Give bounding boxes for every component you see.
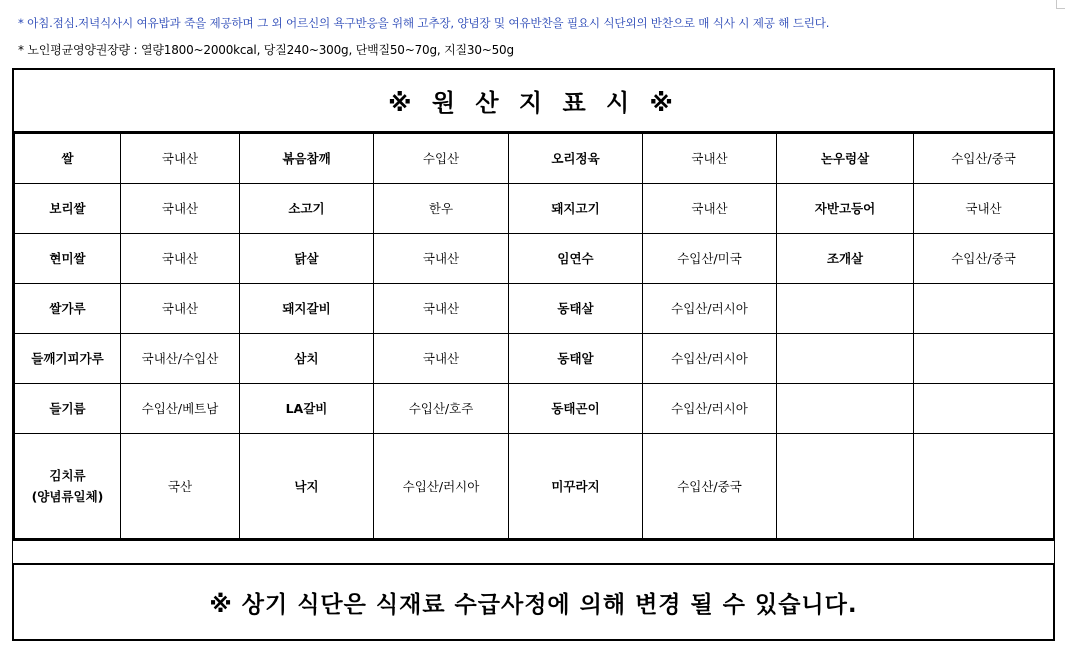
ingredient-name-cell [509, 333, 643, 383]
ingredient-name-cell [15, 134, 121, 184]
origin-table-frame [12, 131, 1055, 541]
origin-value: 수입산/중국 [951, 251, 1016, 267]
origin-title: ※ 원 산 지 표 시 ※ [388, 89, 679, 117]
ingredient-name-cell [240, 134, 374, 184]
origin-value: 국내산 [691, 201, 728, 217]
ingredient-name-cell [240, 233, 374, 283]
ingredient-name: 들깨기피가루 [31, 351, 104, 367]
ingredient-name: 보리쌀 [49, 201, 86, 217]
origin-cell [374, 433, 509, 538]
ingredient-name-cell [15, 183, 121, 233]
origin-value: 수입산/러시아 [402, 478, 480, 494]
ingredient-name: 닭살 [294, 251, 319, 267]
ingredient-name-cell [777, 183, 914, 233]
origin-cell [914, 233, 1054, 283]
origin-value: 국내산 [965, 201, 1002, 217]
ingredient-name-cell [240, 433, 374, 538]
ingredient-name: 돼지갈비 [282, 301, 331, 317]
origin-table [14, 133, 1054, 539]
origin-cell [914, 183, 1054, 233]
ingredient-name-cell [777, 433, 914, 538]
origin-cell [914, 134, 1054, 184]
origin-value: 수입산/중국 [677, 478, 742, 494]
ingredient-name: 자반고등어 [814, 201, 876, 217]
origin-cell [121, 183, 240, 233]
origin-value: 국내산 [422, 301, 460, 317]
ingredient-name: 낙지 [294, 478, 319, 494]
ingredient-name: LA갈비 [285, 401, 328, 417]
origin-value: 수입산/호주 [408, 401, 474, 417]
origin-value: 수입산/러시아 [671, 351, 748, 367]
ingredient-name: 쌀 [61, 151, 74, 167]
origin-value: 국내산 [691, 151, 728, 167]
origin-value: 국내산 [422, 251, 460, 267]
ingredient-name-cell [777, 283, 914, 333]
ingredient-name-cell [509, 433, 643, 538]
origin-value: 국산 [167, 478, 193, 494]
ingredient-name: 소고기 [288, 201, 325, 217]
table-row [15, 333, 1054, 383]
ingredient-name: 조개살 [826, 251, 864, 267]
origin-value: 수입산 [422, 151, 460, 167]
origin-cell [914, 283, 1054, 333]
origin-value: 국내산 [161, 301, 199, 317]
origin-value: 국내산 [161, 251, 199, 267]
ingredient-name-cell [777, 134, 914, 184]
footer-notice-box [12, 563, 1055, 641]
origin-value: 국내산/수입산 [141, 351, 219, 367]
origin-value: 국내산 [422, 351, 460, 367]
ingredient-name: 돼지고기 [551, 201, 600, 217]
ingredient-name: 동태곤이 [551, 401, 600, 417]
ingredient-name-cell [240, 183, 374, 233]
origin-cell [643, 183, 777, 233]
ingredient-name-cell [15, 333, 121, 383]
origin-cell [643, 433, 777, 538]
table-row [15, 383, 1054, 433]
origin-value: 국내산 [161, 201, 199, 217]
ingredient-name: 쌀가루 [49, 301, 86, 317]
origin-cell [374, 283, 509, 333]
origin-cell [914, 333, 1054, 383]
origin-cell [121, 333, 240, 383]
ingredient-name-cell [777, 383, 914, 433]
table-row [15, 283, 1054, 333]
origin-value: 수입산/러시아 [671, 301, 748, 317]
ingredient-name-cell [15, 283, 121, 333]
table-row [15, 134, 1054, 184]
origin-value: 수입산/미국 [677, 251, 742, 267]
ingredient-name: 동태알 [557, 351, 594, 367]
origin-cell [121, 134, 240, 184]
origin-cell [121, 383, 240, 433]
meal-service-note: * 아침.점심.저녁식사시 여유밥과 죽을 제공하며 그 외 어르신의 욕구반응을 위해 고추장, 양념장 및 여유반찬을 필요시 식단외의 반찬으로 매 식사 시 제공 해 드린다. [18, 16, 830, 30]
origin-value: 한우 [428, 201, 454, 217]
origin-cell [914, 383, 1054, 433]
ingredient-name: 동태살 [557, 301, 594, 317]
ingredient-name: 오리정육 [551, 151, 600, 167]
ingredient-name: 논우렁살 [820, 151, 870, 167]
ingredient-name-cell [509, 134, 643, 184]
ingredient-name-cell [240, 383, 374, 433]
footer-notice: ※ 상기 식단은 식재료 수급사정에 의해 변경 될 수 있습니다. [209, 591, 858, 618]
page-corner-mark [1056, 0, 1065, 9]
origin-cell [643, 383, 777, 433]
origin-cell [374, 183, 509, 233]
origin-cell [121, 233, 240, 283]
ingredient-name-cell [509, 183, 643, 233]
table-row [15, 183, 1054, 233]
ingredient-name: 임연수 [557, 251, 594, 267]
ingredient-name: 미꾸라지 [551, 478, 600, 494]
origin-title-box [12, 68, 1055, 133]
ingredient-name-cell [15, 383, 121, 433]
nutrition-guideline-note: * 노인평균영양권장량 : 열량1800~2000kcal, 당질240~300g, 단백질50~70g, 지질30~50g [18, 43, 514, 57]
ingredient-name-sub: (양념류일체) [31, 489, 104, 505]
origin-value: 수입산/러시아 [671, 401, 748, 417]
table-row [15, 433, 1054, 538]
ingredient-name-cell [15, 433, 121, 538]
origin-value: 수입산/중국 [951, 151, 1016, 167]
ingredient-name-cell [240, 283, 374, 333]
origin-cell [643, 233, 777, 283]
ingredient-name-cell [777, 233, 914, 283]
ingredient-name: 김치류 [49, 468, 86, 484]
origin-cell [374, 333, 509, 383]
ingredient-name-cell [777, 333, 914, 383]
origin-cell [643, 134, 777, 184]
origin-cell [374, 134, 509, 184]
ingredient-name-cell [240, 333, 374, 383]
origin-cell [643, 333, 777, 383]
ingredient-name-cell [509, 233, 643, 283]
ingredient-name: 볶음참깨 [282, 151, 331, 167]
origin-cell [121, 433, 240, 538]
ingredient-name-cell [509, 383, 643, 433]
ingredient-name: 현미쌀 [49, 251, 86, 267]
ingredient-name-cell [15, 233, 121, 283]
origin-cell [374, 233, 509, 283]
origin-cell [374, 383, 509, 433]
origin-value: 수입산/베트남 [141, 401, 219, 417]
spacer-row [12, 540, 1055, 564]
origin-cell [914, 433, 1054, 538]
origin-cell [121, 283, 240, 333]
table-row [15, 233, 1054, 283]
ingredient-name-cell [509, 283, 643, 333]
origin-cell [643, 283, 777, 333]
ingredient-name: 들기름 [49, 401, 86, 417]
ingredient-name: 삼치 [294, 351, 319, 367]
origin-value: 국내산 [161, 151, 199, 167]
